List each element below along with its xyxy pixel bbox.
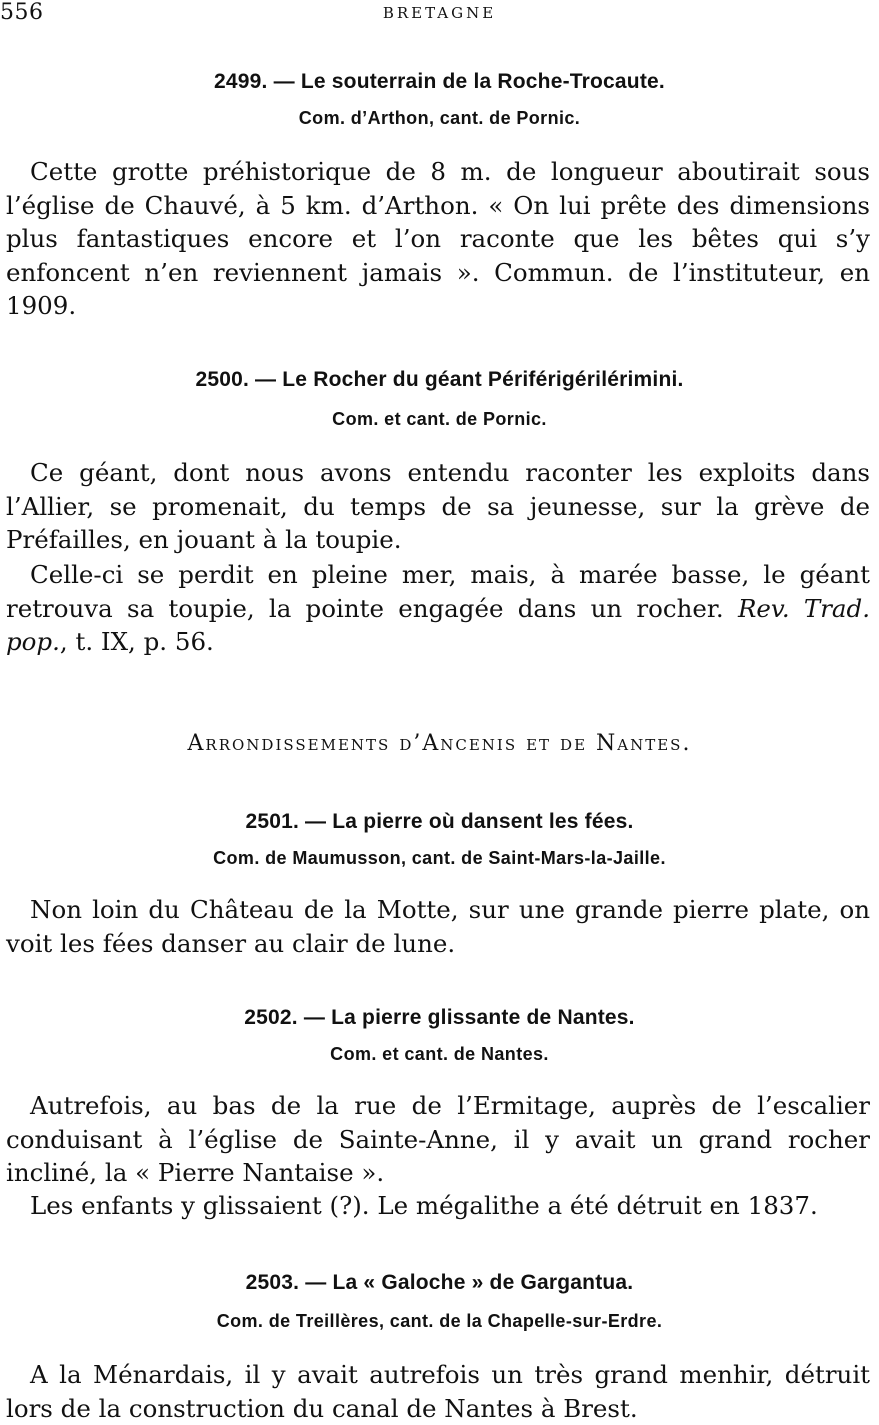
citation-reference: , t. IX, p. 56. [59, 627, 214, 656]
entry-paragraph-2500-b-text: Celle-ci se perdit en pleine mer, mais, à marée basse, le géant retrouva sa toupie, la pointe engagée dans un rocher. [6, 560, 870, 623]
entry-location-2503: Com. de Treillères, cant. de la Chapelle-sur-Erdre. [216, 1311, 663, 1331]
section-heading: Arrondissements d’Ancenis et de Nantes. [187, 731, 692, 756]
entry-paragraph-2500-a: Ce géant, dont nous avons entendu raconter les exploits dans l’Allier, se promenait, du temps de sa jeunesse, sur la grève de Préfailles, en jouant à la toupie. [6, 458, 870, 554]
citation-journal: Rev. Trad. pop. [6, 593, 871, 656]
entry-location-2501: Com. de Maumusson, cant. de Saint-Mars-la-Jaille. [213, 848, 666, 868]
entry-paragraph-2502-b: Les enfants y glissaient (?). Le mégalithe a été détruit en 1837. [30, 1191, 818, 1220]
page-number: 556 [0, 0, 44, 25]
entry-location-2499: Com. d’Arthon, cant. de Pornic. [298, 108, 581, 128]
entry-title-2503: 2503. — La « Galoche » de Gargantua. [245, 1271, 634, 1294]
entry-location-2500: Com. et cant. de Pornic. [332, 409, 547, 429]
entry-paragraph-2500-b [6, 558, 870, 659]
entry-paragraph-2502-a: Autrefois, au bas de la rue de l’Ermitage, auprès de l’escalier conduisant à l’église de Sainte-Anne, il y avait un grand rocher incliné, la « Pierre Nantaise ». [6, 1091, 870, 1187]
entry-title-2502: 2502. — La pierre glissante de Nantes. [244, 1006, 635, 1029]
entry-paragraph-2499: Cette grotte préhistorique de 8 m. de longueur aboutirait sous l’église de Chauvé, à 5 km. d’Arthon. « On lui prête des dimensions plus fantastiques encore et l’on raconte que les bêtes qui s’y enfoncent n’en reviennent jamais ». Commun. de l’instituteur, en 1909. [6, 157, 870, 320]
entry-location-2502: Com. et cant. de Nantes. [330, 1044, 549, 1064]
running-head: BRETAGNE [382, 4, 497, 22]
entry-title-2500: 2500. — Le Rocher du géant Périférigérilérimini. [195, 368, 684, 391]
page-header [0, 0, 879, 30]
entry-paragraph-2503: A la Ménardais, il y avait autrefois un très grand menhir, détruit lors de la construction du canal de Nantes à Brest. [6, 1360, 870, 1423]
entry-title-2501: 2501. — La pierre où dansent les fées. [245, 810, 634, 833]
entry-title-2499: 2499. — Le souterrain de la Roche-Trocaute. [214, 70, 665, 93]
entry-paragraph-2501: Non loin du Château de la Motte, sur une grande pierre plate, on voit les fées danser au clair de lune. [6, 895, 870, 958]
